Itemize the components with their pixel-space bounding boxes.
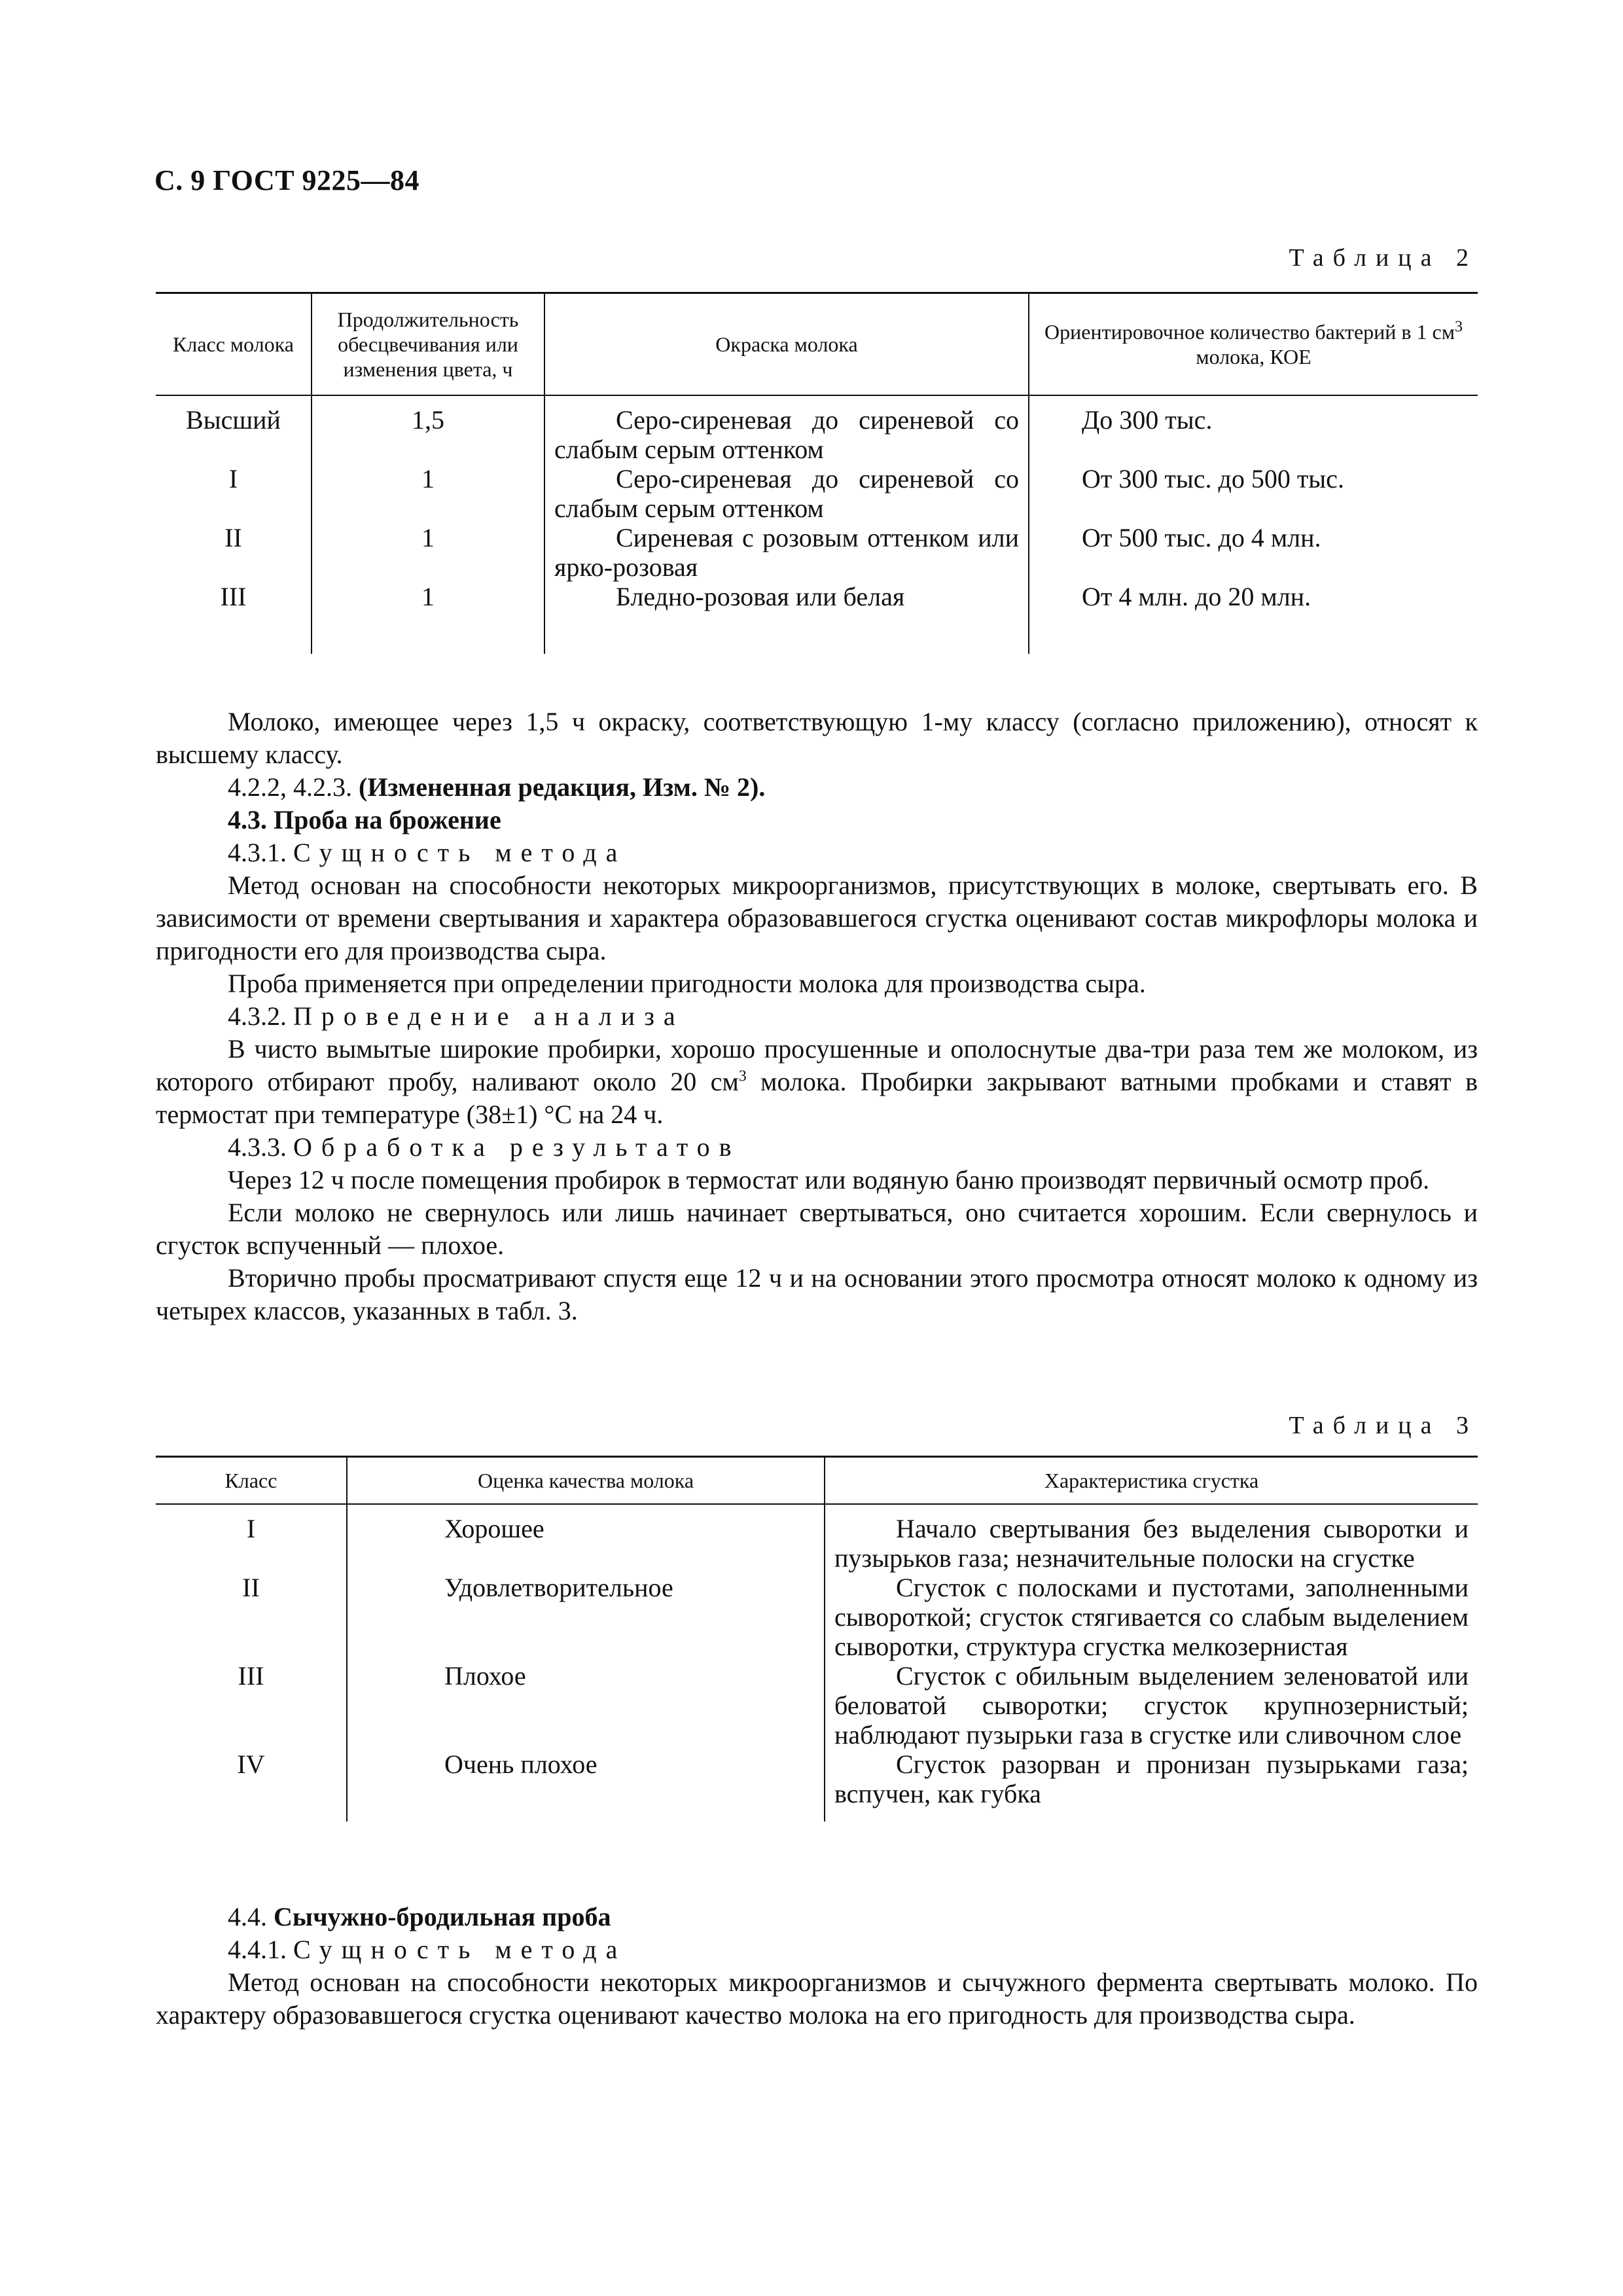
heading-4-3: 4.3. Проба на брожение: [228, 805, 501, 834]
table-row: [156, 464, 1478, 523]
amendment-note: (Измененная редакция, Изм. № 2).: [359, 772, 766, 802]
table2-header-row: [156, 293, 1478, 395]
table2-class: Высший: [186, 404, 281, 435]
table2-bacteria: До 300 тыс.: [1029, 395, 1478, 464]
table-row: [156, 1504, 1478, 1573]
bacteria-header-text-end: молока, КОЕ: [1196, 344, 1311, 368]
table2: [156, 292, 1478, 654]
heading-4-3-2: [156, 1000, 1478, 1033]
table2-bacteria: От 300 тыс. до 500 тыс.: [1029, 464, 1478, 523]
heading-number: 4.3.2.: [228, 1001, 293, 1031]
table3-caption: Таблица 3: [1289, 1412, 1478, 1439]
table2-color: Сиреневая с розовым оттенком или ярко-розовая: [544, 523, 1029, 582]
page-header: С. 9 ГОСТ 9225—84: [154, 164, 420, 196]
table2-class: III: [220, 581, 247, 611]
table2-duration: 1,5: [312, 395, 544, 464]
table3-quality: Хорошее: [347, 1504, 825, 1573]
table3-header-quality: Оценка качества молока: [347, 1457, 825, 1504]
paragraph-text: В чисто вымытые широкие пробирки, хорошо просушенные и ополоснутые два-три раза тем же молоком, из которого отбирают пробу, наливают около 20 см: [156, 1034, 1478, 1096]
table2-header-duration: Продолжительность обесцвечивания или изменения цвета, ч: [312, 293, 544, 395]
bacteria-header-text: Ориентировочное количество бактерий в 1 см: [1044, 319, 1455, 344]
paragraph-text-end: молока. Пробирки закрывают ватными пробками и ставят в термостат при температуре (38±1) °С на 24 ч.: [156, 1067, 1478, 1129]
heading-4-4: [156, 1901, 1478, 1933]
heading-number: 4.4.1.: [228, 1935, 293, 1964]
table3-class: I: [246, 1513, 256, 1543]
heading-number: 4.3.3.: [228, 1132, 293, 1162]
table2-bacteria: От 4 млн. до 20 млн.: [1029, 582, 1478, 654]
heading-title: Сущность метода: [293, 838, 627, 867]
table2-duration: 1: [312, 523, 544, 582]
heading-number: 4.3.1.: [228, 838, 293, 867]
table3-clot: Сгусток разорван и пронизан пузырьками газа; вспучен, как губка: [825, 1749, 1478, 1821]
paragraph: Метод основан на способности некоторых микроорганизмов, присутствующих в молоке, свертывать его. В зависимости от времени свертывания и характера образовавшегося сгустка оценивают состав микрофлоры молока и пригодности его для производства сыра.: [156, 870, 1478, 965]
heading-title: Проведение анализа: [293, 1001, 685, 1031]
table2-class: I: [228, 463, 238, 493]
table3-quality: Плохое: [347, 1661, 825, 1749]
heading-title: Обработка результатов: [293, 1132, 741, 1162]
superscript: 3: [738, 1067, 747, 1085]
table3-class: IV: [237, 1749, 265, 1779]
table2-header-bacteria: [1029, 293, 1478, 395]
table2-color: Серо-сиреневая до сиреневой со слабым серым оттенком: [544, 464, 1029, 523]
table3-header-clot: Характеристика сгустка: [825, 1457, 1478, 1504]
paragraph: Вторично пробы просматривают спустя еще 12 ч и на основании этого просмотра относят молоко к одному из четырех классов, указанных в табл. 3.: [156, 1263, 1478, 1325]
table3-class: II: [242, 1572, 260, 1602]
heading-4-3-1: [156, 836, 1478, 869]
table3-quality: Удовлетворительное: [347, 1573, 825, 1661]
table-row: [156, 523, 1478, 582]
table2-color: Серо-сиреневая до сиреневой со слабым серым оттенком: [544, 395, 1029, 464]
table3-quality: Очень плохое: [347, 1749, 825, 1821]
table3-clot: Сгусток с обильным выделением зеленоватой или беловатой сыворотки; сгусток крупнозернистый; наблюдают пузырьки газа в сгустке или сливочном слое: [825, 1661, 1478, 1749]
paragraph: Молоко, имеющее через 1,5 ч окраску, соответствующую 1-му классу (согласно приложению), относят к высшему классу.: [156, 707, 1478, 769]
table3: [156, 1456, 1478, 1821]
table2-duration: 1: [312, 582, 544, 654]
table2-duration: 1: [312, 464, 544, 523]
bacteria-header-sup: 3: [1454, 318, 1463, 336]
section-4-4: [156, 1901, 1478, 2032]
paragraph: Метод основан на способности некоторых микроорганизмов и сычужного фермента свертывать молоко. По характеру образовавшегося сгустка оценивают качество молока на его пригодность для производства сыра.: [156, 1967, 1478, 2030]
table-row: [156, 395, 1478, 464]
amendment-ref: 4.2.2, 4.2.3.: [228, 772, 359, 802]
paragraph: Через 12 ч после помещения пробирок в термостат или водяную баню производят первичный осмотр проб.: [228, 1165, 1430, 1194]
table-row: [156, 1661, 1478, 1749]
table-row: [156, 1749, 1478, 1821]
paragraph: Если молоко не свернулось или лишь начинает свертываться, оно считается хорошим. Если свернулось и сгусток вспученный — плохое.: [156, 1198, 1478, 1260]
table2-header-color: Окраска молока: [544, 293, 1029, 395]
paragraph: [156, 1033, 1478, 1131]
paragraph: Проба применяется при определении пригодности молока для производства сыра.: [228, 969, 1146, 998]
table2-class: II: [224, 522, 242, 552]
heading-number: 4.4.: [228, 1902, 274, 1931]
table-row: [156, 1573, 1478, 1661]
table3-clot: Сгусток с полосками и пустотами, заполненными сывороткой; сгусток стягивается со слабым выделением сыворотки, структура сгустка мелкозернистая: [825, 1573, 1478, 1661]
heading-4-3-3: [156, 1131, 1478, 1164]
table-row: [156, 582, 1478, 654]
paragraph-amendment: [156, 771, 1478, 804]
table3-header-class: Класс: [156, 1457, 347, 1504]
table3-class: III: [238, 1660, 264, 1691]
table2-color: Бледно-розовая или белая: [544, 582, 1029, 654]
table2-header-class: Класс молока: [156, 293, 312, 395]
section-4-3: [156, 706, 1478, 1327]
table2-caption: Таблица 2: [1289, 244, 1478, 272]
table3-header-row: [156, 1457, 1478, 1504]
heading-title: Сущность метода: [293, 1935, 627, 1964]
heading-title: Сычужно-бродильная проба: [274, 1902, 611, 1931]
table3-clot: Начало свертывания без выделения сыворотки и пузырьков газа; незначительные полоски на сгустке: [825, 1504, 1478, 1573]
table2-bacteria: От 500 тыс. до 4 млн.: [1029, 523, 1478, 582]
heading-4-4-1: [156, 1933, 1478, 1966]
